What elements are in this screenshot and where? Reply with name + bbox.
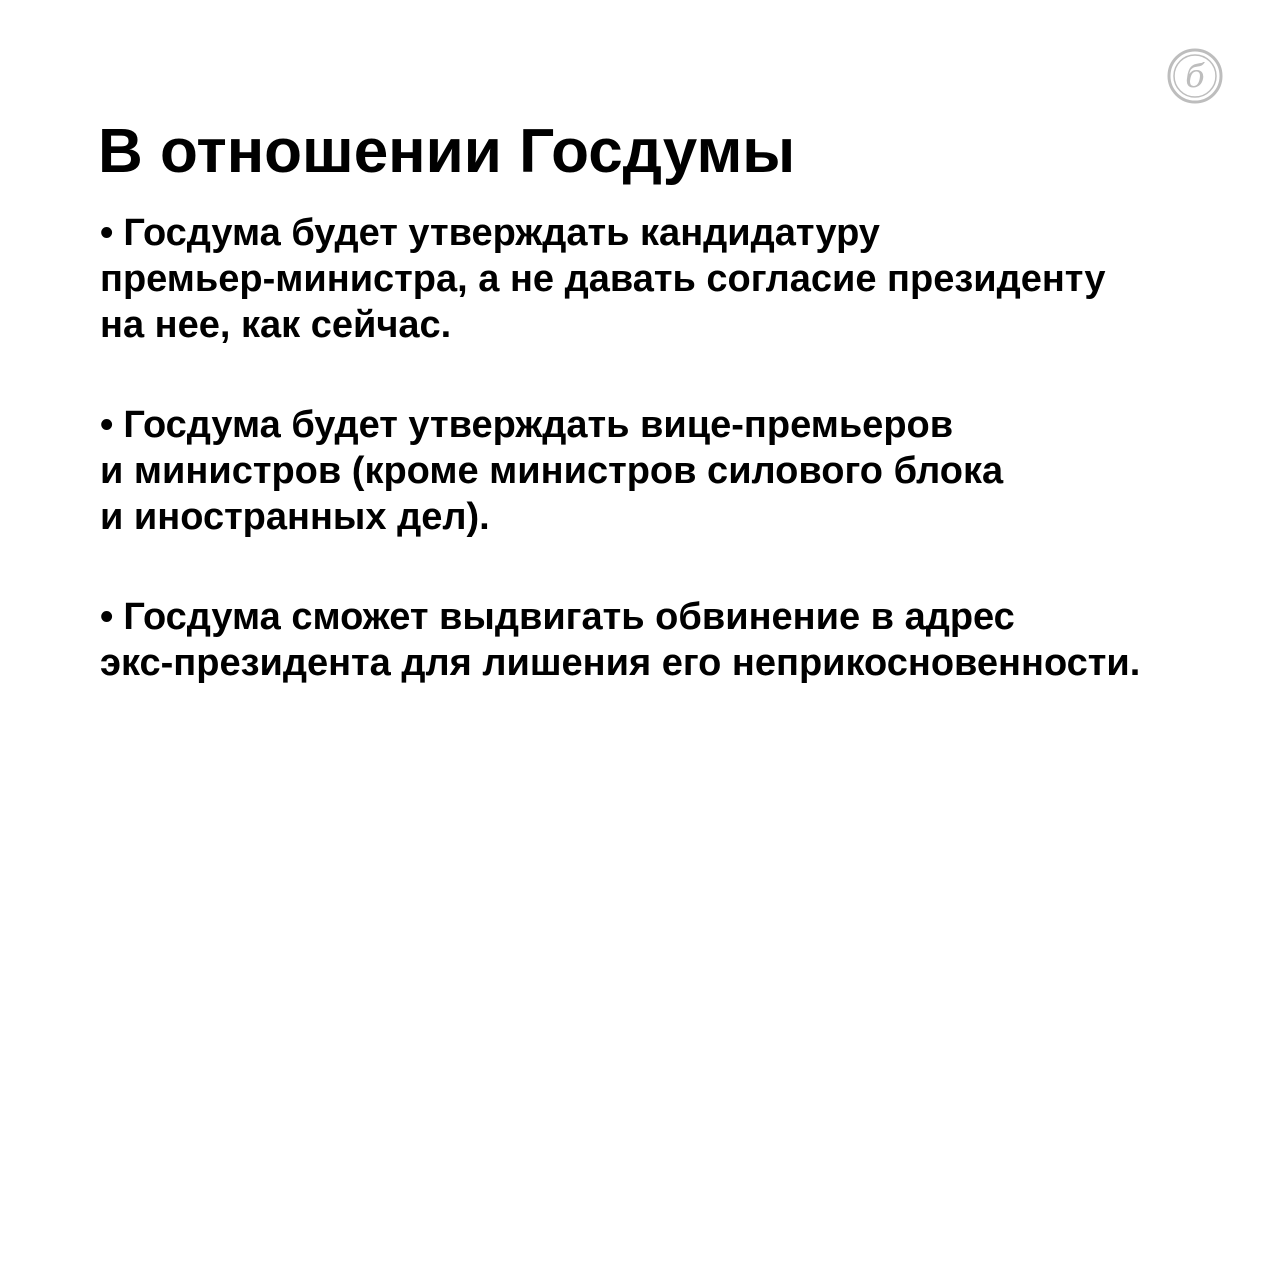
- bullet-text: Госдума будет утверждать кандидатуру: [123, 212, 880, 254]
- bullet-mark: •: [100, 596, 114, 638]
- logo-letter: б: [1185, 57, 1205, 95]
- bullet-line: [100, 594, 1240, 640]
- bullet-text: Госдума сможет выдвигать обвинение в адрес: [123, 596, 1015, 638]
- bullet-line: [100, 210, 1240, 256]
- bullet-line: и иностранных дел).: [100, 496, 490, 538]
- bullet-item: [100, 402, 1240, 540]
- bullet-text: Госдума будет утверждать вице-премьеров: [123, 404, 954, 446]
- logo-icon: [1166, 47, 1224, 105]
- bullet-line: на нее, как сейчас.: [100, 304, 452, 346]
- bullet-mark: •: [100, 212, 114, 254]
- page-title: В отношении Госдумы: [98, 117, 796, 186]
- bullet-list: [100, 210, 1240, 740]
- bullet-line: экс-президента для лишения его неприкосновенности.: [100, 642, 1141, 684]
- bullet-line: премьер-министра, а не давать согласие президенту: [100, 258, 1106, 300]
- bullet-mark: •: [100, 404, 114, 446]
- bullet-item: [100, 594, 1240, 686]
- bullet-line: [100, 402, 1240, 448]
- bullet-line: и министров (кроме министров силового блока: [100, 450, 1004, 492]
- bullet-item: [100, 210, 1240, 348]
